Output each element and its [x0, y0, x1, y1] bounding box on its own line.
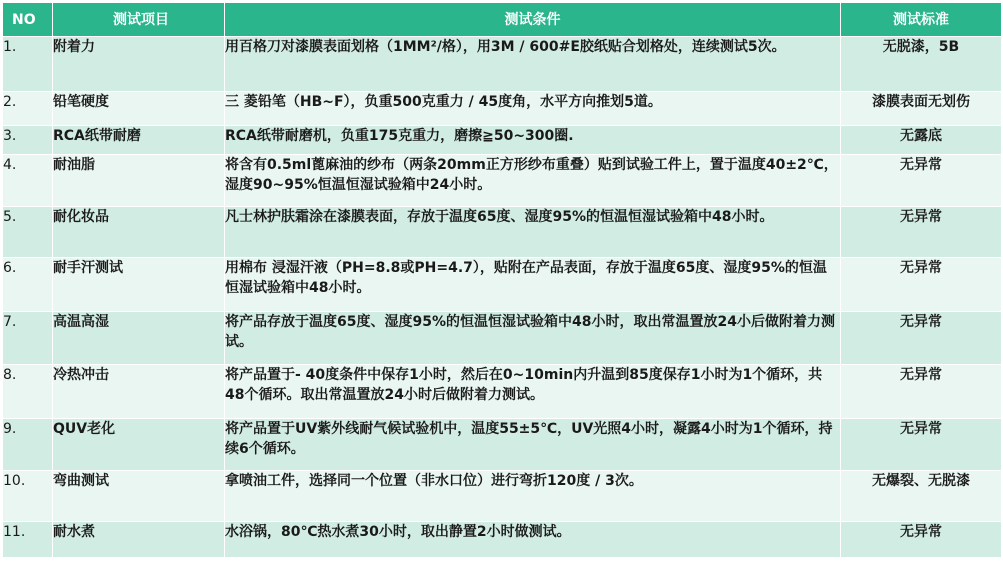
test-item: 高温高湿 [53, 312, 225, 365]
test-condition: 凡士林护肤霜涂在漆膜表面，存放于温度65度、湿度95%的恒温恒湿试验箱中48小时。 [225, 207, 841, 258]
row-number: 8. [3, 365, 53, 419]
test-item: RCA纸带耐磨 [53, 126, 225, 155]
row-number: 9. [3, 419, 53, 471]
column-header-item: 测试项目 [53, 3, 225, 37]
test-item: 弯曲测试 [53, 471, 225, 522]
test-standard: 无爆裂、无脱漆 [841, 471, 1002, 522]
row-number: 5. [3, 207, 53, 258]
test-condition: 三 菱铅笔（HB~F），负重500克重力 / 45度角，水平方向推划5道。 [225, 92, 841, 126]
row-number: 4. [3, 155, 53, 207]
test-standard: 漆膜表面无划伤 [841, 92, 1002, 126]
test-standard: 无异常 [841, 207, 1002, 258]
test-condition: RCA纸带耐磨机，负重175克重力，磨擦≧50~300圈. [225, 126, 841, 155]
test-condition: 将产品置于UV紫外线耐气候试验机中，温度55±5℃，UV光照4小时，凝露4小时为1个循环，持续6个循环。 [225, 419, 841, 471]
test-condition: 水浴锅，80℃热水煮30小时，取出静置2小时做测试。 [225, 522, 841, 558]
test-standard: 无异常 [841, 522, 1002, 558]
column-header-standard: 测试标准 [841, 3, 1002, 37]
test-condition: 用百格刀对漆膜表面划格（1MM²/格），用3M / 600#E胶纸贴合划格处，连续测试5次。 [225, 37, 841, 92]
table-row [3, 126, 1002, 155]
test-condition: 用棉布 浸湿汗液（PH=8.8或PH=4.7），贴附在产品表面，存放于温度65度、湿度95%的恒温恒湿试验箱中48小时。 [225, 258, 841, 312]
test-condition: 拿喷油工件，选择同一个位置（非水口位）进行弯折120度 / 3次。 [225, 471, 841, 522]
row-number: 2. [3, 92, 53, 126]
test-condition: 将含有0.5ml蓖麻油的纱布（两条20mm正方形纱布重叠）贴到试验工件上，置于温度40±2℃，湿度90~95%恒温恒湿试验箱中24小时。 [225, 155, 841, 207]
test-spec-table [2, 2, 1002, 558]
table-row [3, 92, 1002, 126]
test-item: 耐化妆品 [53, 207, 225, 258]
test-standard: 无异常 [841, 312, 1002, 365]
test-standard: 无露底 [841, 126, 1002, 155]
row-number: 3. [3, 126, 53, 155]
table-row [3, 365, 1002, 419]
table-row [3, 419, 1002, 471]
test-standard: 无脱漆，5B [841, 37, 1002, 92]
test-standard: 无异常 [841, 419, 1002, 471]
test-standard: 无异常 [841, 155, 1002, 207]
column-header-condition: 测试条件 [225, 3, 841, 37]
row-number: 1. [3, 37, 53, 92]
row-number: 11. [3, 522, 53, 558]
column-header-no: NO [3, 3, 53, 37]
test-item: 铅笔硬度 [53, 92, 225, 126]
table-row [3, 522, 1002, 558]
table-row [3, 207, 1002, 258]
table-row [3, 37, 1002, 92]
table-row [3, 155, 1002, 207]
table-row [3, 258, 1002, 312]
table-header-row [3, 3, 1002, 37]
test-condition: 将产品存放于温度65度、湿度95%的恒温恒湿试验箱中48小时，取出常温置放24小后做附着力测试。 [225, 312, 841, 365]
row-number: 10. [3, 471, 53, 522]
test-standard: 无异常 [841, 365, 1002, 419]
row-number: 6. [3, 258, 53, 312]
row-number: 7. [3, 312, 53, 365]
test-standard: 无异常 [841, 258, 1002, 312]
table-row [3, 312, 1002, 365]
test-item: 冷热冲击 [53, 365, 225, 419]
test-item: 耐水煮 [53, 522, 225, 558]
test-item: 附着力 [53, 37, 225, 92]
test-item: QUV老化 [53, 419, 225, 471]
test-condition: 将产品置于- 40度条件中保存1小时，然后在0~10min内升温到85度保存1小时为1个循环，共48个循环。取出常温置放24小时后做附着力测试。 [225, 365, 841, 419]
test-item: 耐手汗测试 [53, 258, 225, 312]
test-item: 耐油脂 [53, 155, 225, 207]
table-row [3, 471, 1002, 522]
